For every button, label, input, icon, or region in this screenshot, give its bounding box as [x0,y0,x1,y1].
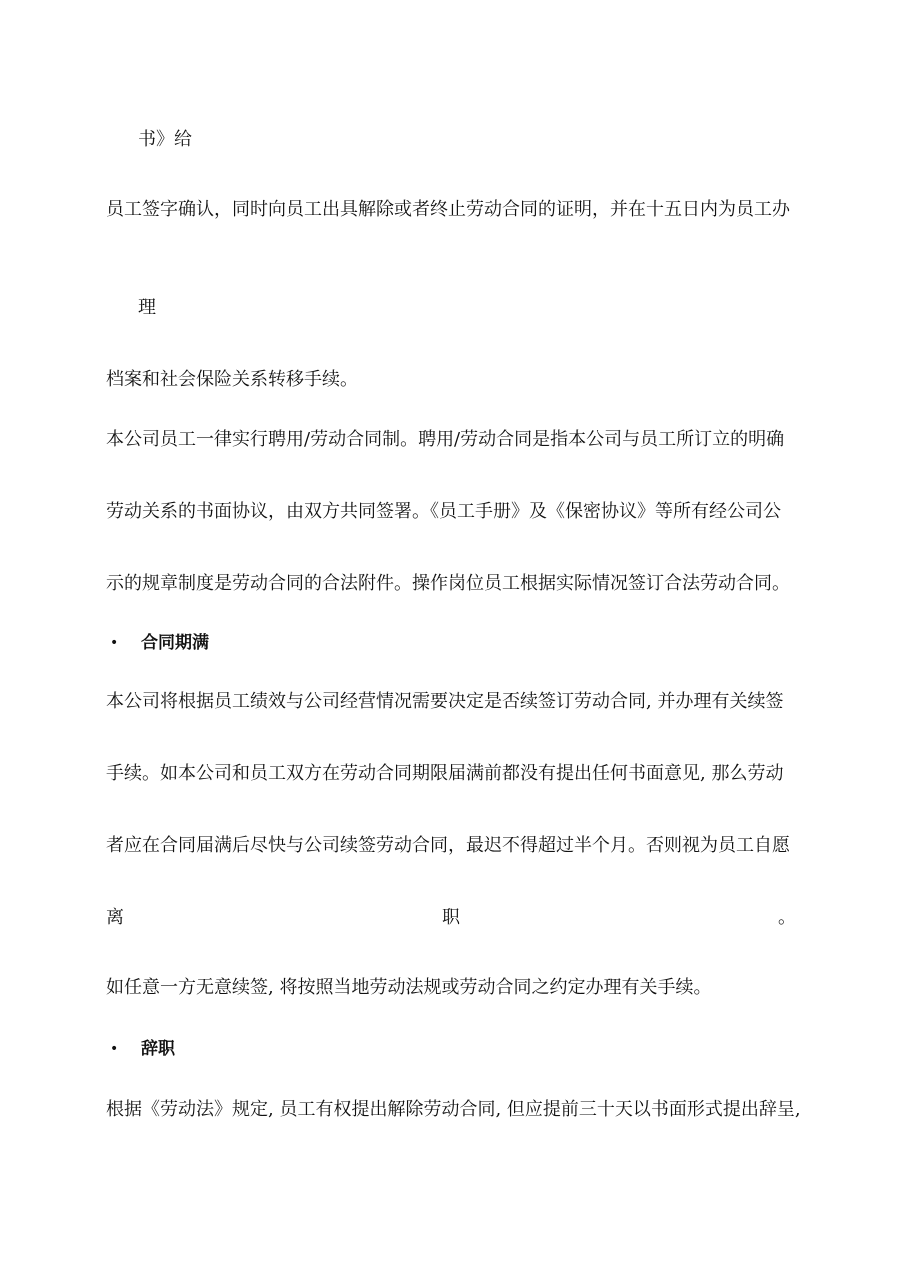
justified-line [106,906,796,930]
text-line: 者应在合同届满后尽快与公司续签劳动合同，最迟不得超过半个月。否则视为员工自愿 [106,835,790,856]
text-line: 根据《劳动法》规定, 员工有权提出解除劳动合同, 但应提前三十天以书面形式提出辞呈, [106,1099,801,1120]
text-line: 如任意一方无意续签, 将按照当地劳动法规或劳动合同之约定办理有关手续。 [106,977,712,998]
text-line: 档案和社会保险关系转移手续。 [106,369,358,390]
text-fragment: 离 [106,907,124,928]
bullet-icon: • [110,635,119,651]
text-line: 员工签字确认，同时向员工出具解除或者终止劳动合同的证明，并在十五日内为员工办 [106,199,790,220]
text-fragment: 职 [442,907,460,928]
text-line: 劳动关系的书面协议，由双方共同签署。《员工手册》及《保密协议》等所有经公司公 [106,501,781,522]
section-heading-resignation: 辞职 [141,1039,175,1059]
text-line: 书》给 [138,129,192,150]
section-heading-contract-expiry: 合同期满 [141,633,209,653]
bullet-icon: • [110,1041,119,1057]
text-fragment: 。 [778,907,796,928]
text-line: 示的规章制度是劳动合同的合法附件。操作岗位员工根据实际情况签订合法劳动合同。 [106,573,790,594]
text-line: 手续。如本公司和员工双方在劳动合同期限届满前都没有提出任何书面意见, 那么劳动 [106,763,784,784]
text-line: 理 [138,297,156,318]
text-line: 本公司员工一律实行聘用/劳动合同制。聘用/劳动合同是指本公司与员工所订立的明确 [106,429,785,450]
text-line: 本公司将根据员工绩效与公司经营情况需要决定是否续签订劳动合同, 并办理有关续签 [106,691,784,712]
